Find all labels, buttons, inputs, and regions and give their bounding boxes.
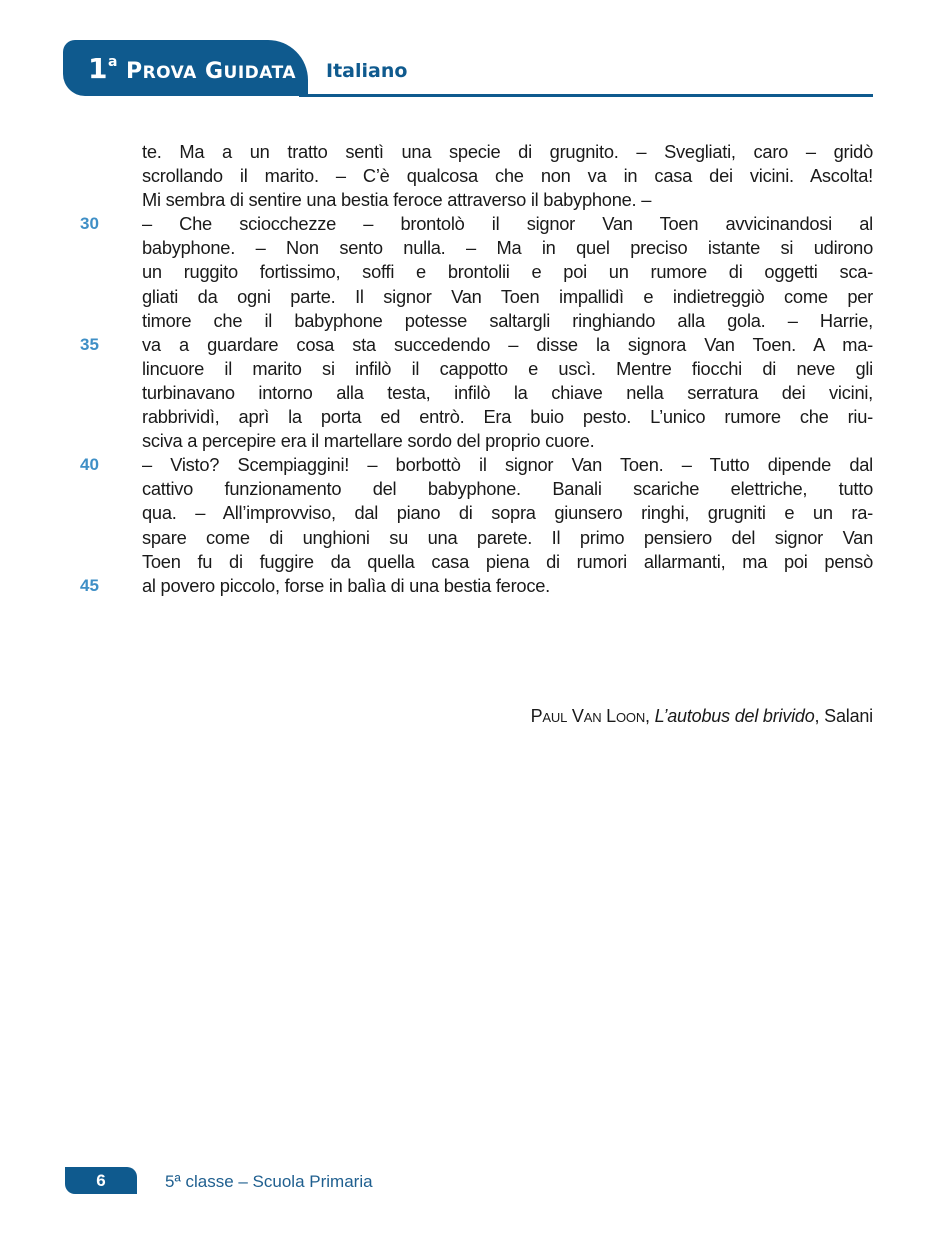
page-number-badge: 6 [65,1167,137,1194]
text-line [142,164,873,188]
footer-label: 5ª classe – Scuola Primaria [165,1172,373,1191]
text-line-content: timore che il babyphone potesse saltargli ringhiando alla gola. – Harrie, [142,309,873,331]
text-line [142,285,873,309]
test-title [88,52,296,85]
passage-text [80,140,873,598]
text-line [142,526,873,550]
test-title-tab [63,40,308,96]
text-line-content: va a guardare cosa sta succedendo – disse la signora Van Toen. A ma- [142,333,873,355]
text-line [80,212,873,236]
text-line-content: te. Ma a un tratto sentì una specie di grugnito. – Svegliati, caro – gridò [142,141,873,162]
text-line-content: gliati da ogni parte. Il signor Van Toen impallidì e indietreggiò come per [142,285,873,307]
citation-title: L’autobus del brivido [654,706,815,726]
text-line-content: qua. – All’improvviso, dal piano di sopra giunsero ringhi, grugniti e un ra- [142,502,873,524]
text-line-content: al povero piccolo, forse in balìa di una bestia feroce. [142,574,550,596]
text-line [142,188,873,212]
text-line-content: cattivo funzionamento del babyphone. Banali scariche elettriche, tutto [142,478,873,500]
text-line-content: lincuore il marito si infilò il cappotto e uscì. Mentre fiocchi di neve gli [142,357,873,379]
citation [531,706,873,727]
text-line-content: – Che sciocchezze – brontolò il signor Van Toen avvicinandosi al [142,213,873,235]
citation-separator: , [645,706,655,726]
test-number-suffix: a [107,54,118,70]
test-label-word1: PROVA [125,59,197,84]
page-header [63,40,873,98]
text-line [142,357,873,381]
line-number: 35 [80,334,99,354]
citation-author: Paul Van Loon [530,706,646,726]
text-line-content: turbinavano intorno alla testa, infilò la chiave nella serratura dei vicini, [142,381,873,403]
text-line-content: spare come di unghioni su una parete. Il primo pensiero del signor Van [142,526,873,548]
line-number: 40 [80,455,99,475]
text-line [142,140,873,164]
header-rule [299,94,873,97]
line-number: 45 [80,575,99,595]
text-line-content: un ruggito fortissimo, soffi e brontolii e poi un rumore di oggetti sca- [142,261,873,283]
test-number: 1 [88,52,108,85]
text-line [80,333,873,357]
text-line [142,381,873,405]
text-line [142,405,873,429]
text-line [142,309,873,333]
text-line-content: rabbrividì, aprì la porta ed entrò. Era buio pesto. L’unico rumore che riu- [142,406,873,428]
text-line [142,236,873,260]
text-line-content: Toen fu di fuggire da quella casa piena di rumori allarmanti, ma poi pensò [142,550,873,572]
citation-publisher: , Salani [814,706,873,726]
text-line [142,260,873,284]
line-number: 30 [80,214,99,234]
text-line [142,550,873,574]
test-label-word2: GUIDATA [204,59,297,84]
text-line [142,477,873,501]
text-line-content: – Visto? Scempiaggini! – borbottò il signor Van Toen. – Tutto dipende dal [142,454,873,476]
text-line-content: babyphone. – Non sento nulla. – Ma in quel preciso istante si udirono [142,237,873,259]
text-line-content: Mi sembra di sentire una bestia feroce attraverso il babyphone. – [142,189,652,211]
text-line-content: scrollando il marito. – C’è qualcosa che non va in casa dei vicini. Ascolta! [142,165,873,187]
text-line [80,574,873,598]
text-line [80,453,873,477]
subject-label: Italiano [326,60,408,82]
text-line [142,501,873,525]
text-line [142,429,873,453]
text-line-content: sciva a percepire era il martellare sordo del proprio cuore. [142,430,595,452]
